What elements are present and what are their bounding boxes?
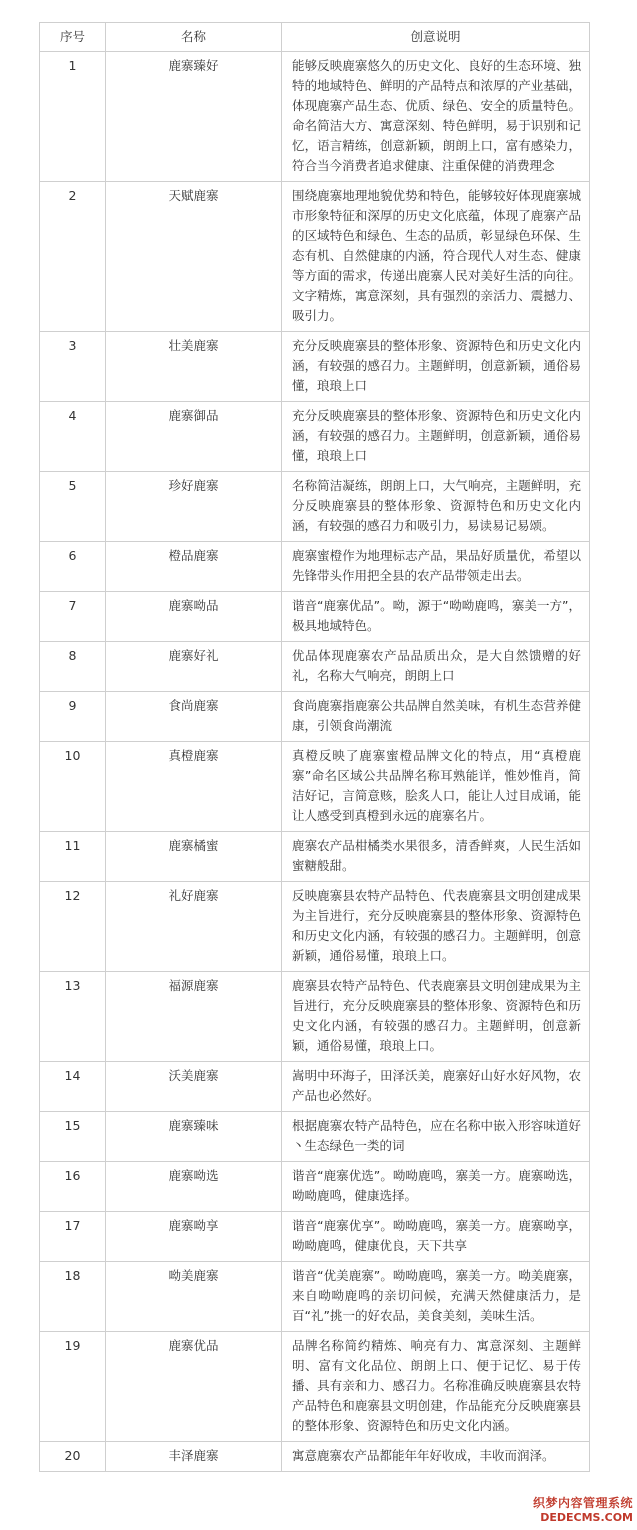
brand-name: 呦美鹿寨 [106, 1262, 282, 1332]
brand-name: 天赋鹿寨 [106, 182, 282, 332]
brand-name: 礼好鹿寨 [106, 882, 282, 972]
watermark-site: DEDECMS.COM [540, 1511, 633, 1524]
header-name: 名称 [106, 23, 282, 52]
description: 谐音“鹿寨优享”。呦呦鹿鸣，寨美一方。鹿寨呦享，呦呦鹿鸣，健康优良，天下共享 [282, 1212, 590, 1262]
table-row [40, 332, 590, 402]
row-number: 8 [40, 642, 106, 692]
row-number: 13 [40, 972, 106, 1062]
brand-name: 鹿寨呦品 [106, 592, 282, 642]
brand-name-table [39, 22, 590, 1472]
table-row [40, 882, 590, 972]
header-description: 创意说明 [282, 23, 590, 52]
brand-name: 鹿寨臻好 [106, 52, 282, 182]
row-number: 3 [40, 332, 106, 402]
table-row [40, 1332, 590, 1442]
brand-name: 壮美鹿寨 [106, 332, 282, 402]
brand-name: 鹿寨橘蜜 [106, 832, 282, 882]
brand-name: 鹿寨好礼 [106, 642, 282, 692]
row-number: 16 [40, 1162, 106, 1212]
row-number: 2 [40, 182, 106, 332]
table-row [40, 1442, 590, 1472]
description: 鹿寨蜜橙作为地理标志产品，果品好质量优，希望以先锋带头作用把全县的农产品带领走出去。 [282, 542, 590, 592]
description: 嵩明中环海子，田泽沃美，鹿寨好山好水好风物，农产品也必然好。 [282, 1062, 590, 1112]
row-number: 18 [40, 1262, 106, 1332]
description: 充分反映鹿寨县的整体形象、资源特色和历史文化内涵，有较强的感召力。主题鲜明，创意新颖，通俗易懂，琅琅上口 [282, 402, 590, 472]
table-row [40, 542, 590, 592]
table-row [40, 592, 590, 642]
brand-name: 鹿寨优品 [106, 1332, 282, 1442]
description: 食尚鹿寨指鹿寨公共品牌自然美味，有机生态营养健康，引领食尚潮流 [282, 692, 590, 742]
description: 围绕鹿寨地理地貌优势和特色，能够较好体现鹿寨城市形象特征和深厚的历史文化底蕴，体现了鹿寨产品的区域特色和绿色、生态的品质，彰显绿色环保、生态有机、自然健康的内涵，符合现代人对生态、健康等方面的需求，传递出鹿寨人民对美好生活的向往。文字精炼，寓意深刻，具有强烈的亲活力、震撼力、吸引力。 [282, 182, 590, 332]
table-row [40, 742, 590, 832]
watermark [533, 1494, 633, 1524]
table-row [40, 692, 590, 742]
description: 反映鹿寨县农特产品特色、代表鹿寨县文明创建成果为主旨进行，充分反映鹿寨县的整体形象、资源特色和历史文化内涵，有较强的感召力。主题鲜明，创意新颖，通俗易懂，琅琅上口。 [282, 882, 590, 972]
table-row [40, 1262, 590, 1332]
brand-name: 食尚鹿寨 [106, 692, 282, 742]
row-number: 20 [40, 1442, 106, 1472]
description: 鹿寨农产品柑橘类水果很多，清香鲜爽，人民生活如蜜糖般甜。 [282, 832, 590, 882]
description: 真橙反映了鹿寨蜜橙品牌文化的特点，用“真橙鹿寨”命名区域公共品牌名称耳熟能详，惟妙惟肖，简洁好记，言简意赅，脍炙人口，能让人过目成诵，能让人感受到真橙到永远的鹿寨名片。 [282, 742, 590, 832]
brand-name: 鹿寨呦享 [106, 1212, 282, 1262]
row-number: 11 [40, 832, 106, 882]
description: 鹿寨县农特产品特色、代表鹿寨县文明创建成果为主旨进行，充分反映鹿寨县的整体形象、资源特色和历史文化内涵，有较强的感召力。主题鲜明，创意新颖，通俗易懂，琅琅上口。 [282, 972, 590, 1062]
brand-name: 鹿寨臻味 [106, 1112, 282, 1162]
description: 谐音“鹿寨优选”。呦呦鹿鸣，寨美一方。鹿寨呦选，呦呦鹿鸣，健康选择。 [282, 1162, 590, 1212]
row-number: 19 [40, 1332, 106, 1442]
brand-name: 鹿寨呦选 [106, 1162, 282, 1212]
table-row [40, 972, 590, 1062]
table-row [40, 1062, 590, 1112]
row-number: 15 [40, 1112, 106, 1162]
description: 寓意鹿寨农产品都能年年好收成，丰收而润泽。 [282, 1442, 590, 1472]
table-header-row [40, 23, 590, 52]
header-number: 序号 [40, 23, 106, 52]
table-row [40, 52, 590, 182]
table-row [40, 642, 590, 692]
row-number: 4 [40, 402, 106, 472]
description: 谐音“优美鹿寨”。呦呦鹿鸣，寨美一方。呦美鹿寨，来自呦呦鹿鸣的亲切问候，充满天然健康活力，是百“礼”挑一的好农品，美食美刻，美味生活。 [282, 1262, 590, 1332]
brand-name: 真橙鹿寨 [106, 742, 282, 832]
description: 名称简洁凝练，朗朗上口，大气响亮，主题鲜明，充分反映鹿寨县的整体形象、资源特色和历史文化内涵，有较强的感召力和吸引力，易读易记易颂。 [282, 472, 590, 542]
row-number: 10 [40, 742, 106, 832]
table-row [40, 1112, 590, 1162]
brand-name: 沃美鹿寨 [106, 1062, 282, 1112]
row-number: 1 [40, 52, 106, 182]
row-number: 14 [40, 1062, 106, 1112]
row-number: 6 [40, 542, 106, 592]
row-number: 9 [40, 692, 106, 742]
brand-name: 珍好鹿寨 [106, 472, 282, 542]
row-number: 5 [40, 472, 106, 542]
table-row [40, 472, 590, 542]
table-row [40, 402, 590, 472]
table-row [40, 1212, 590, 1262]
row-number: 7 [40, 592, 106, 642]
table-row [40, 182, 590, 332]
description: 优品体现鹿寨农产品品质出众，是大自然馈赠的好礼，名称大气响亮，朗朗上口 [282, 642, 590, 692]
watermark-title: 织梦内容管理系统 [532, 1496, 633, 1510]
description: 能够反映鹿寨悠久的历史文化、良好的生态环境、独特的地域特色、鲜明的产品特点和浓厚的产业基础，体现鹿寨产品生态、优质、绿色、安全的质量特色。命名简洁大方、寓意深刻、特色鲜明，易于识别和记忆，语言精练，创意新颖，朗朗上口，富有感染力，符合当今消费者追求健康、注重保健的消费理念 [282, 52, 590, 182]
row-number: 12 [40, 882, 106, 972]
brand-name: 丰泽鹿寨 [106, 1442, 282, 1472]
brand-name: 橙品鹿寨 [106, 542, 282, 592]
description: 充分反映鹿寨县的整体形象、资源特色和历史文化内涵，有较强的感召力。主题鲜明，创意新颖，通俗易懂，琅琅上口 [282, 332, 590, 402]
description: 根据鹿寨农特产品特色，应在名称中嵌入形容味道好丶生态绿色一类的词 [282, 1112, 590, 1162]
brand-name: 福源鹿寨 [106, 972, 282, 1062]
row-number: 17 [40, 1212, 106, 1262]
description: 品牌名称简约精炼、响亮有力、寓意深刻、主题鲜明、富有文化品位、朗朗上口、便于记忆、易于传播、具有亲和力、感召力。名称准确反映鹿寨县农特产品特色和鹿寨县文明创建，作品能充分反映鹿寨县的整体形象、资源特色和历史文化内涵。 [282, 1332, 590, 1442]
brand-name: 鹿寨御品 [106, 402, 282, 472]
table-row [40, 1162, 590, 1212]
table-row [40, 832, 590, 882]
description: 谐音“鹿寨优品”。呦，源于“呦呦鹿鸣，寨美一方”，极具地域特色。 [282, 592, 590, 642]
